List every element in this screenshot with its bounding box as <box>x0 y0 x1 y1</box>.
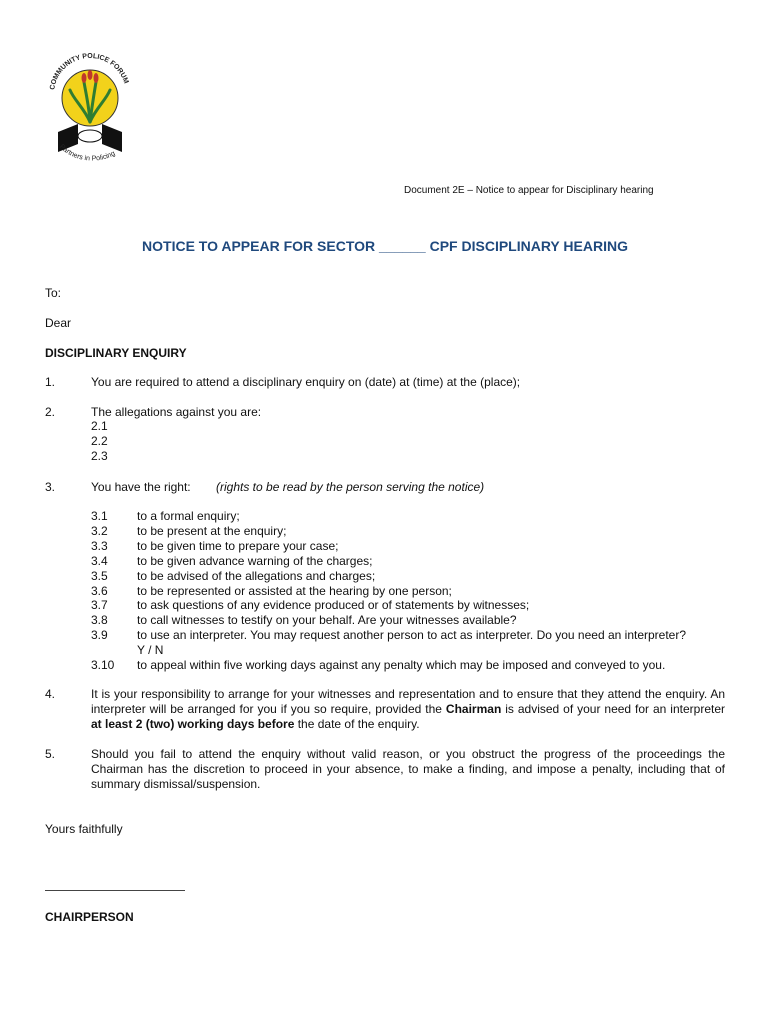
right-text: to call witnesses to testify on your behalf. Are your witnesses available? <box>137 613 517 627</box>
right-number: 3.1 <box>91 509 108 523</box>
right-text: to be present at the enquiry; <box>137 524 287 538</box>
item-number: 2. <box>45 405 56 419</box>
interpreter-yes-no: Y / N <box>137 643 164 657</box>
dear-label: Dear <box>45 316 72 330</box>
to-label: To: <box>45 286 62 300</box>
right-number: 3.10 <box>91 658 115 672</box>
sub-item-number: 2.3 <box>91 449 108 463</box>
right-number: 3.2 <box>91 524 108 538</box>
item-text: You have the right: <box>91 480 191 494</box>
right-text: to a formal enquiry; <box>137 509 240 523</box>
item-text: It is your responsibility to arrange for your witnesses and representation and to ensure that they attend the enquiry. An interpreter will be arranged for you if you so require, provided the Chairman is advised of your need for an interpreter at least 2 (two) working days before the date of the enquiry. <box>91 687 725 731</box>
right-number: 3.3 <box>91 539 108 553</box>
closing: Yours faithfully <box>45 822 123 836</box>
right-text: to appeal within five working days against any penalty which may be imposed and conveyed to you. <box>137 658 666 672</box>
signature-line <box>45 890 185 891</box>
sub-item-number: 2.1 <box>91 419 108 433</box>
sub-item-number: 2.2 <box>91 434 108 448</box>
item-note: (rights to be read by the person serving the notice) <box>216 480 485 494</box>
right-number: 3.4 <box>91 554 108 568</box>
document-reference: Document 2E – Notice to appear for Disciplinary hearing <box>404 185 654 196</box>
community-police-forum-logo <box>44 48 136 170</box>
item-text: Should you fail to attend the enquiry without valid reason, or you obstruct the progress of the proceedings the Chairman has the discretion to proceed in your absence, to make a finding, and impose a penalty, including that of summary dismissal/suspension. <box>91 747 725 791</box>
right-text: to be represented or assisted at the hearing by one person; <box>137 584 452 598</box>
right-number: 3.5 <box>91 569 108 583</box>
right-number: 3.6 <box>91 584 108 598</box>
item-text: The allegations against you are: <box>91 405 262 419</box>
logo-arc-top-text: COMMUNITY POLICE FORUM <box>49 52 130 91</box>
item-text: You are required to attend a disciplinary enquiry on (date) at (time) at the (place); <box>91 375 521 389</box>
item-number: 5. <box>45 747 56 761</box>
right-text: to be given advance warning of the charges; <box>137 554 373 568</box>
signature-title: CHAIRPERSON <box>45 910 134 924</box>
item-number: 4. <box>45 687 56 701</box>
right-number: 3.9 <box>91 628 108 642</box>
right-text: to ask questions of any evidence produced or of statements by witnesses; <box>137 598 530 612</box>
right-number: 3.8 <box>91 613 108 627</box>
logo-arc-bottom-text: Partners in Policing <box>58 143 117 163</box>
right-text: to be given time to prepare your case; <box>137 539 339 553</box>
section-heading: DISCIPLINARY ENQUIRY <box>45 346 187 360</box>
right-text: to be advised of the allegations and charges; <box>137 569 376 583</box>
item-number: 3. <box>45 480 56 494</box>
right-text: to use an interpreter. You may request another person to act as interpreter. Do you need an interpreter? <box>137 628 687 642</box>
item-number: 1. <box>45 375 56 389</box>
right-number: 3.7 <box>91 598 108 612</box>
page-title: NOTICE TO APPEAR FOR SECTOR ______ CPF DISCIPLINARY HEARING <box>142 238 628 254</box>
